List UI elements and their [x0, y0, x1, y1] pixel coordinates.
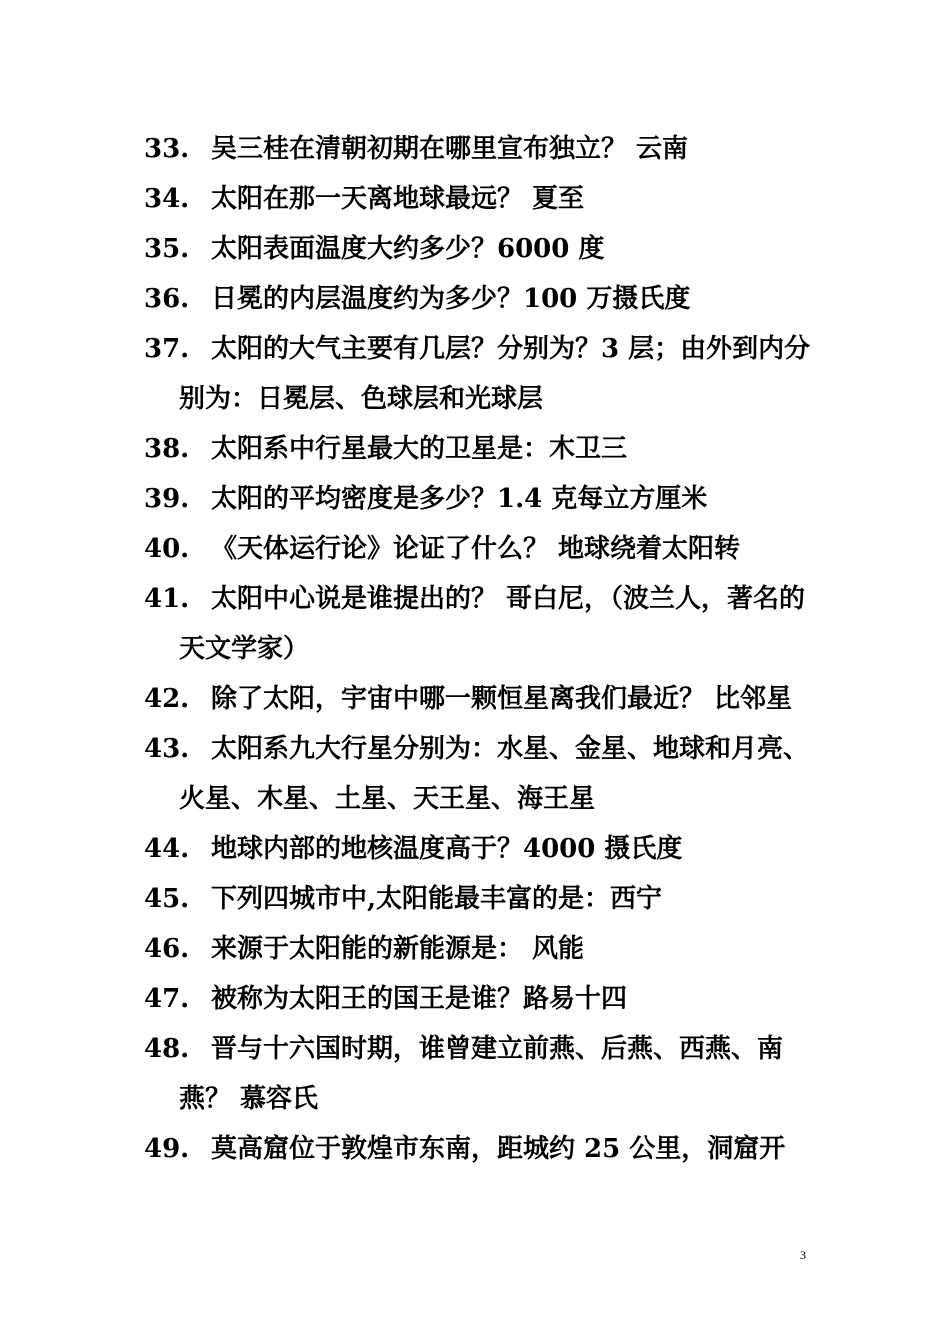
item-text: 太阳的大气主要有几层？分别为？3 层；由外到内分别为：日冕层、色球层和光球层: [179, 334, 811, 414]
item-text: 下列四城市中,太阳能最丰富的是：西宁: [211, 884, 663, 914]
item-text: 被称为太阳王的国王是谁？路易十四: [211, 984, 628, 1014]
item-text: 太阳系九大行星分别为：水星、金星、地球和月亮、火星、木星、土星、天王星、海王星: [179, 734, 810, 814]
list-item: [144, 874, 814, 924]
list-item: [144, 424, 814, 474]
list-item: [144, 974, 814, 1024]
item-number: 34.: [144, 184, 190, 214]
item-number: 48.: [144, 1034, 190, 1064]
item-text: 太阳在那一天离地球最远？ 夏至: [211, 184, 585, 214]
list-item: [144, 824, 814, 874]
list-item: [144, 1024, 814, 1124]
list-item: [144, 224, 814, 274]
item-number: 42.: [144, 684, 190, 714]
item-text: 吴三桂在清朝初期在哪里宣布独立？ 云南: [211, 134, 689, 164]
item-text: 晋与十六国时期，谁曾建立前燕、后燕、西燕、南燕？ 慕容氏: [179, 1034, 784, 1114]
item-number: 35.: [144, 234, 190, 264]
list-item: [144, 274, 814, 324]
list-item: [144, 474, 814, 524]
list-item: [144, 324, 814, 424]
item-number: 39.: [144, 484, 190, 514]
list-item: [144, 1124, 814, 1174]
item-text: 除了太阳，宇宙中哪一颗恒星离我们最近？ 比邻星: [211, 684, 793, 714]
item-text: 太阳表面温度大约多少？6000 度: [211, 234, 605, 264]
list-item: [144, 124, 814, 174]
item-number: 33.: [144, 134, 190, 164]
item-text: 来源于太阳能的新能源是： 风能: [211, 934, 585, 964]
list-item: [144, 924, 814, 974]
item-text: 太阳中心说是谁提出的？ 哥白尼，（波兰人，著名的天文学家）: [179, 584, 806, 664]
item-text: 《天体运行论》论证了什么？ 地球绕着太阳转: [211, 534, 741, 564]
item-number: 49.: [144, 1134, 190, 1164]
item-number: 46.: [144, 934, 190, 964]
question-list: [144, 124, 814, 1174]
item-text: 莫高窟位于敦煌市东南，距城约 25 公里，洞窟开: [211, 1134, 786, 1164]
list-item: [144, 724, 814, 824]
list-item: [144, 574, 814, 674]
item-text: 太阳系中行星最大的卫星是：木卫三: [211, 434, 628, 464]
item-text: 地球内部的地核温度高于？4000 摄氏度: [211, 834, 683, 864]
item-number: 43.: [144, 734, 190, 764]
item-number: 40.: [144, 534, 190, 564]
list-item: [144, 674, 814, 724]
list-item: [144, 524, 814, 574]
item-text: 日冕的内层温度约为多少？100 万摄氏度: [211, 284, 691, 314]
item-number: 47.: [144, 984, 190, 1014]
item-number: 37.: [144, 334, 190, 364]
item-number: 41.: [144, 584, 190, 614]
item-text: 太阳的平均密度是多少？1.4 克每立方厘米: [211, 484, 708, 514]
item-number: 45.: [144, 884, 190, 914]
item-number: 44.: [144, 834, 190, 864]
list-item: [144, 174, 814, 224]
item-number: 36.: [144, 284, 190, 314]
page-number: 3: [800, 1248, 806, 1262]
item-number: 38.: [144, 434, 190, 464]
